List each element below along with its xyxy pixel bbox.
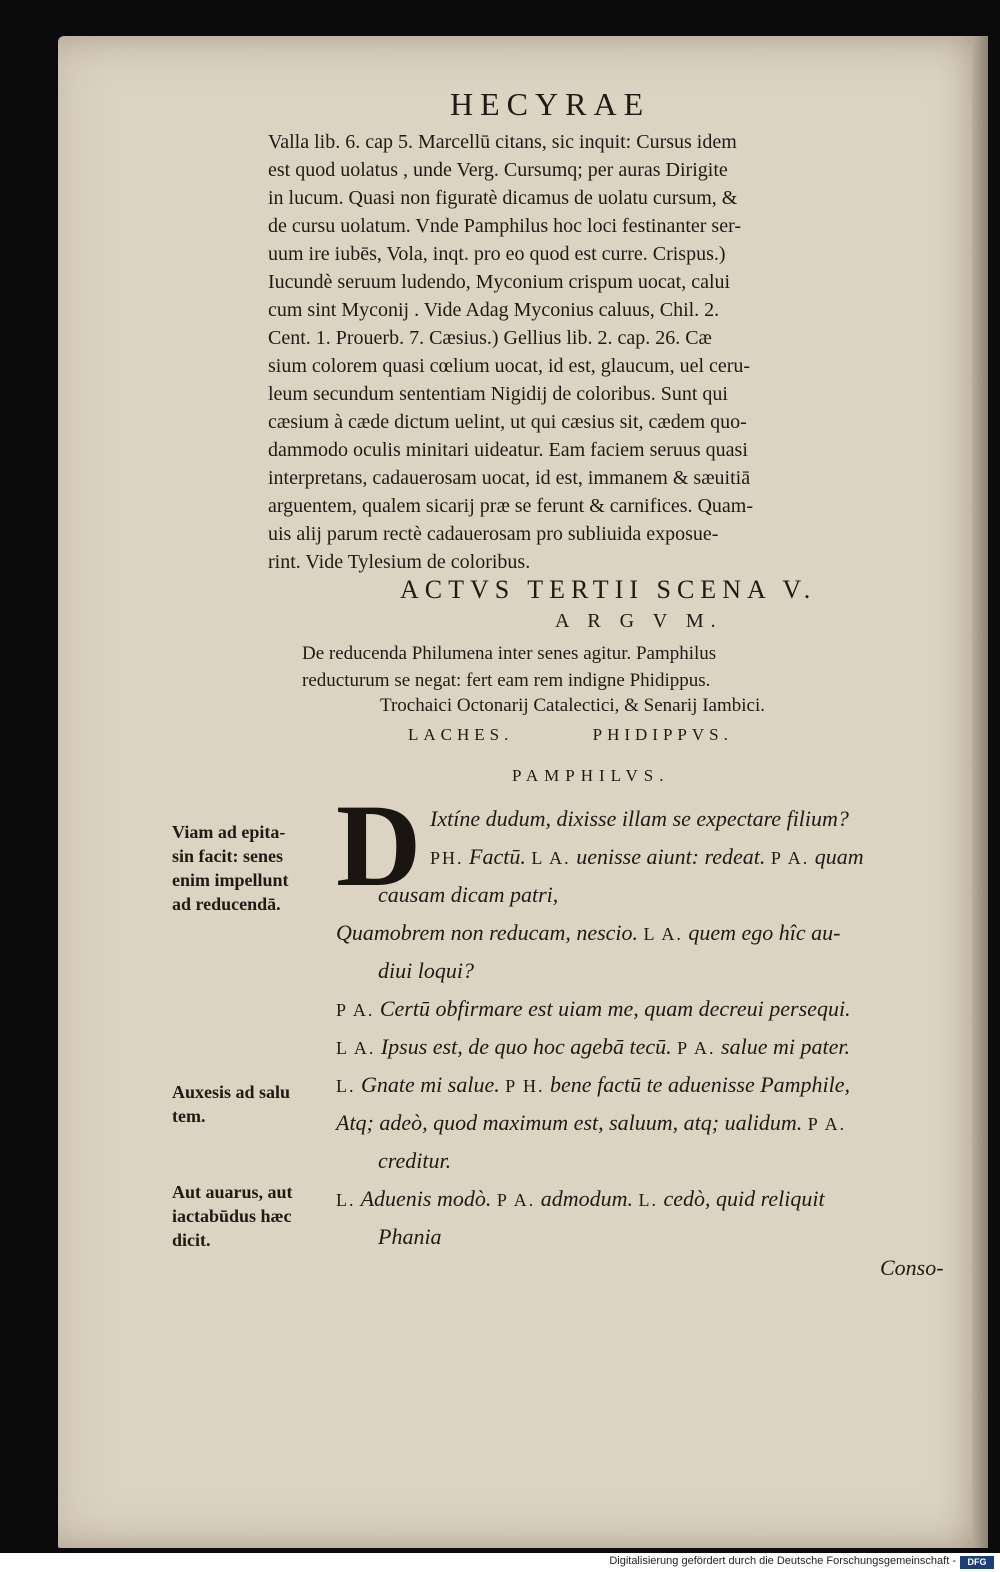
speaker-label: P A. [770, 848, 810, 868]
speaker-label: P A. [807, 1114, 847, 1134]
commentary-line: de cursu uolatum. Vnde Pamphilus hoc loci festinanter ser- [268, 215, 742, 237]
marginal-note-line: sin facit: senes [172, 846, 283, 866]
verse-text: Ixtíne dudum, dixisse illam se expectare filium? [430, 806, 849, 831]
verse-line [336, 876, 956, 914]
drop-cap: D [336, 780, 422, 911]
running-header: HECYRAE [450, 86, 651, 122]
commentary-line: Iucundè seruum ludendo, Myconium crispum uocat, calui [268, 271, 731, 293]
marginal-note-line: tem. [172, 1106, 206, 1126]
commentary-line: leum secundum sententiam Nigidij de coloribus. Sunt qui [268, 383, 728, 405]
verse-line [336, 1218, 956, 1256]
footer-bar [0, 1553, 1000, 1572]
verse-text: causam dicam patri, [378, 882, 559, 907]
footer-credit: Digitalisierung gefördert durch die Deutsche Forschungsgemeinschaft - [609, 1555, 956, 1567]
commentary-line: Valla lib. 6. cap 5. Marcellū citans, sic inquit: Cursus idem [268, 131, 737, 153]
argument-line: reducturum se negat: fert eam rem indigne Phidippus. [302, 670, 711, 691]
commentary-line: dammodo oculis minitari uideatur. Eam faciem seruus quasi [268, 439, 748, 461]
speaker-label: L. [336, 1076, 356, 1096]
verse-text: uenisse aiunt: redeat. [570, 844, 771, 869]
verse-text: Ipsus est, de quo hoc agebā tecū. [375, 1034, 678, 1059]
commentary-line: sium colorem quasi cœlium uocat, id est, glaucum, uel ceru- [268, 355, 751, 377]
commentary-line: est quod uolatus , unde Verg. Cursumq; per auras Dirigite [268, 159, 728, 181]
verse-block [336, 800, 956, 1256]
argument-line: De reducenda Philumena inter senes agitur. Pamphilus [302, 643, 717, 664]
verse-line [336, 800, 956, 838]
verse-line [336, 1066, 956, 1104]
verse-text: Aduenis modò. [355, 1186, 497, 1211]
commentary-line: in lucum. Quasi non figuratè dicamus de uolatu cursum, & [268, 187, 738, 209]
verse-text: Factū. [463, 844, 532, 869]
character-name: PAMPHILVS. [512, 766, 670, 785]
character-name: LACHES. [408, 725, 514, 744]
verse-line [336, 1104, 956, 1142]
marginal-note-line: Auxesis ad salu [172, 1082, 291, 1102]
verse-text: quam [809, 844, 864, 869]
commentary-line: arguentem, qualem sicarij præ se ferunt & carnifices. Quam- [268, 495, 754, 517]
scene-title: ACTVS TERTII SCENA V. [400, 575, 817, 604]
argument-label: A R G V M. [555, 610, 723, 632]
marginal-note-line: iactabūdus hæc [172, 1206, 292, 1226]
verse-line [336, 914, 956, 952]
verse-text: diui loqui? [378, 958, 474, 983]
verse-text: quem ego hîc au- [682, 920, 841, 945]
speaker-label: L. [336, 1190, 356, 1210]
verse-text: Quamobrem non reducam, nescio. [336, 920, 644, 945]
commentary-line: uis alij parum rectè cadauerosam pro subliuida exposue- [268, 523, 719, 545]
commentary-line: cæsium à cæde dictum uelint, ut qui cæsius sit, cædem quo- [268, 411, 747, 433]
verse-line [336, 1028, 956, 1066]
verse-text: Certū obfirmare est uiam me, quam decreui persequi. [374, 996, 851, 1021]
speaker-label: L. [638, 1190, 659, 1210]
verse-text: Gnate mi salue. [355, 1072, 506, 1097]
verse-line [336, 952, 956, 990]
verse-line [336, 990, 956, 1028]
commentary-line: cum sint Myconij . Vide Adag Myconius caluus, Chil. 2. [268, 299, 720, 321]
verse-text: salue mi pater. [715, 1034, 850, 1059]
verse-line [336, 838, 956, 876]
character-name: PHIDIPPVS. [592, 725, 733, 744]
marginal-note-line: enim impellunt [172, 870, 289, 890]
meter-note: Trochaici Octonarij Catalectici, & Senarij Iambici. [380, 695, 765, 716]
marginal-note-line: ad reducendā. [172, 894, 281, 914]
speaker-label: P A. [336, 1000, 375, 1020]
marginal-note [172, 1080, 290, 1128]
speaker-label: P A. [496, 1190, 536, 1210]
commentary-line: interpretans, cadauerosam uocat, id est, immanem & sæuitiā [268, 467, 751, 489]
speaker-label: L A. [336, 1038, 376, 1058]
verse-line [336, 1180, 956, 1218]
catchword: Conso- [880, 1255, 944, 1280]
marginal-note-line: Viam ad epita- [172, 822, 286, 842]
marginal-note-line: dicit. [172, 1230, 211, 1250]
verse-line [336, 1142, 956, 1180]
marginal-note [172, 820, 289, 916]
dfg-logo: DFG [960, 1556, 994, 1569]
page-edge [972, 36, 988, 1548]
commentary-line: Cent. 1. Prouerb. 7. Cæsius.) Gellius lib. 2. cap. 26. Cæ [268, 327, 712, 349]
verse-text: admodum. [535, 1186, 639, 1211]
verse-text: Atq; adeò, quod maximum est, saluum, atq; ualidum. [336, 1110, 808, 1135]
verse-text: creditur. [378, 1148, 452, 1173]
verse-text: cedò, quid reliquit [658, 1186, 825, 1211]
speaker-label: L A. [643, 924, 683, 944]
verse-text: Phania [378, 1224, 442, 1249]
speaker-label: P H. [505, 1076, 545, 1096]
speaker-label: P A. [677, 1038, 716, 1058]
commentary-line: uum ire iubēs, Vola, inqt. pro eo quod est curre. Crispus.) [268, 243, 726, 265]
speaker-label: PH. [430, 848, 464, 868]
argument-block [302, 640, 942, 694]
speaker-label: L A. [531, 848, 571, 868]
verse-text: bene factū te aduenisse Pamphile, [544, 1072, 851, 1097]
character-list [408, 725, 733, 745]
marginal-note [172, 1180, 293, 1252]
commentary-line: rint. Vide Tylesium de coloribus. [268, 551, 531, 573]
commentary-block [268, 128, 940, 576]
marginal-note-line: Aut auarus, aut [172, 1182, 293, 1202]
